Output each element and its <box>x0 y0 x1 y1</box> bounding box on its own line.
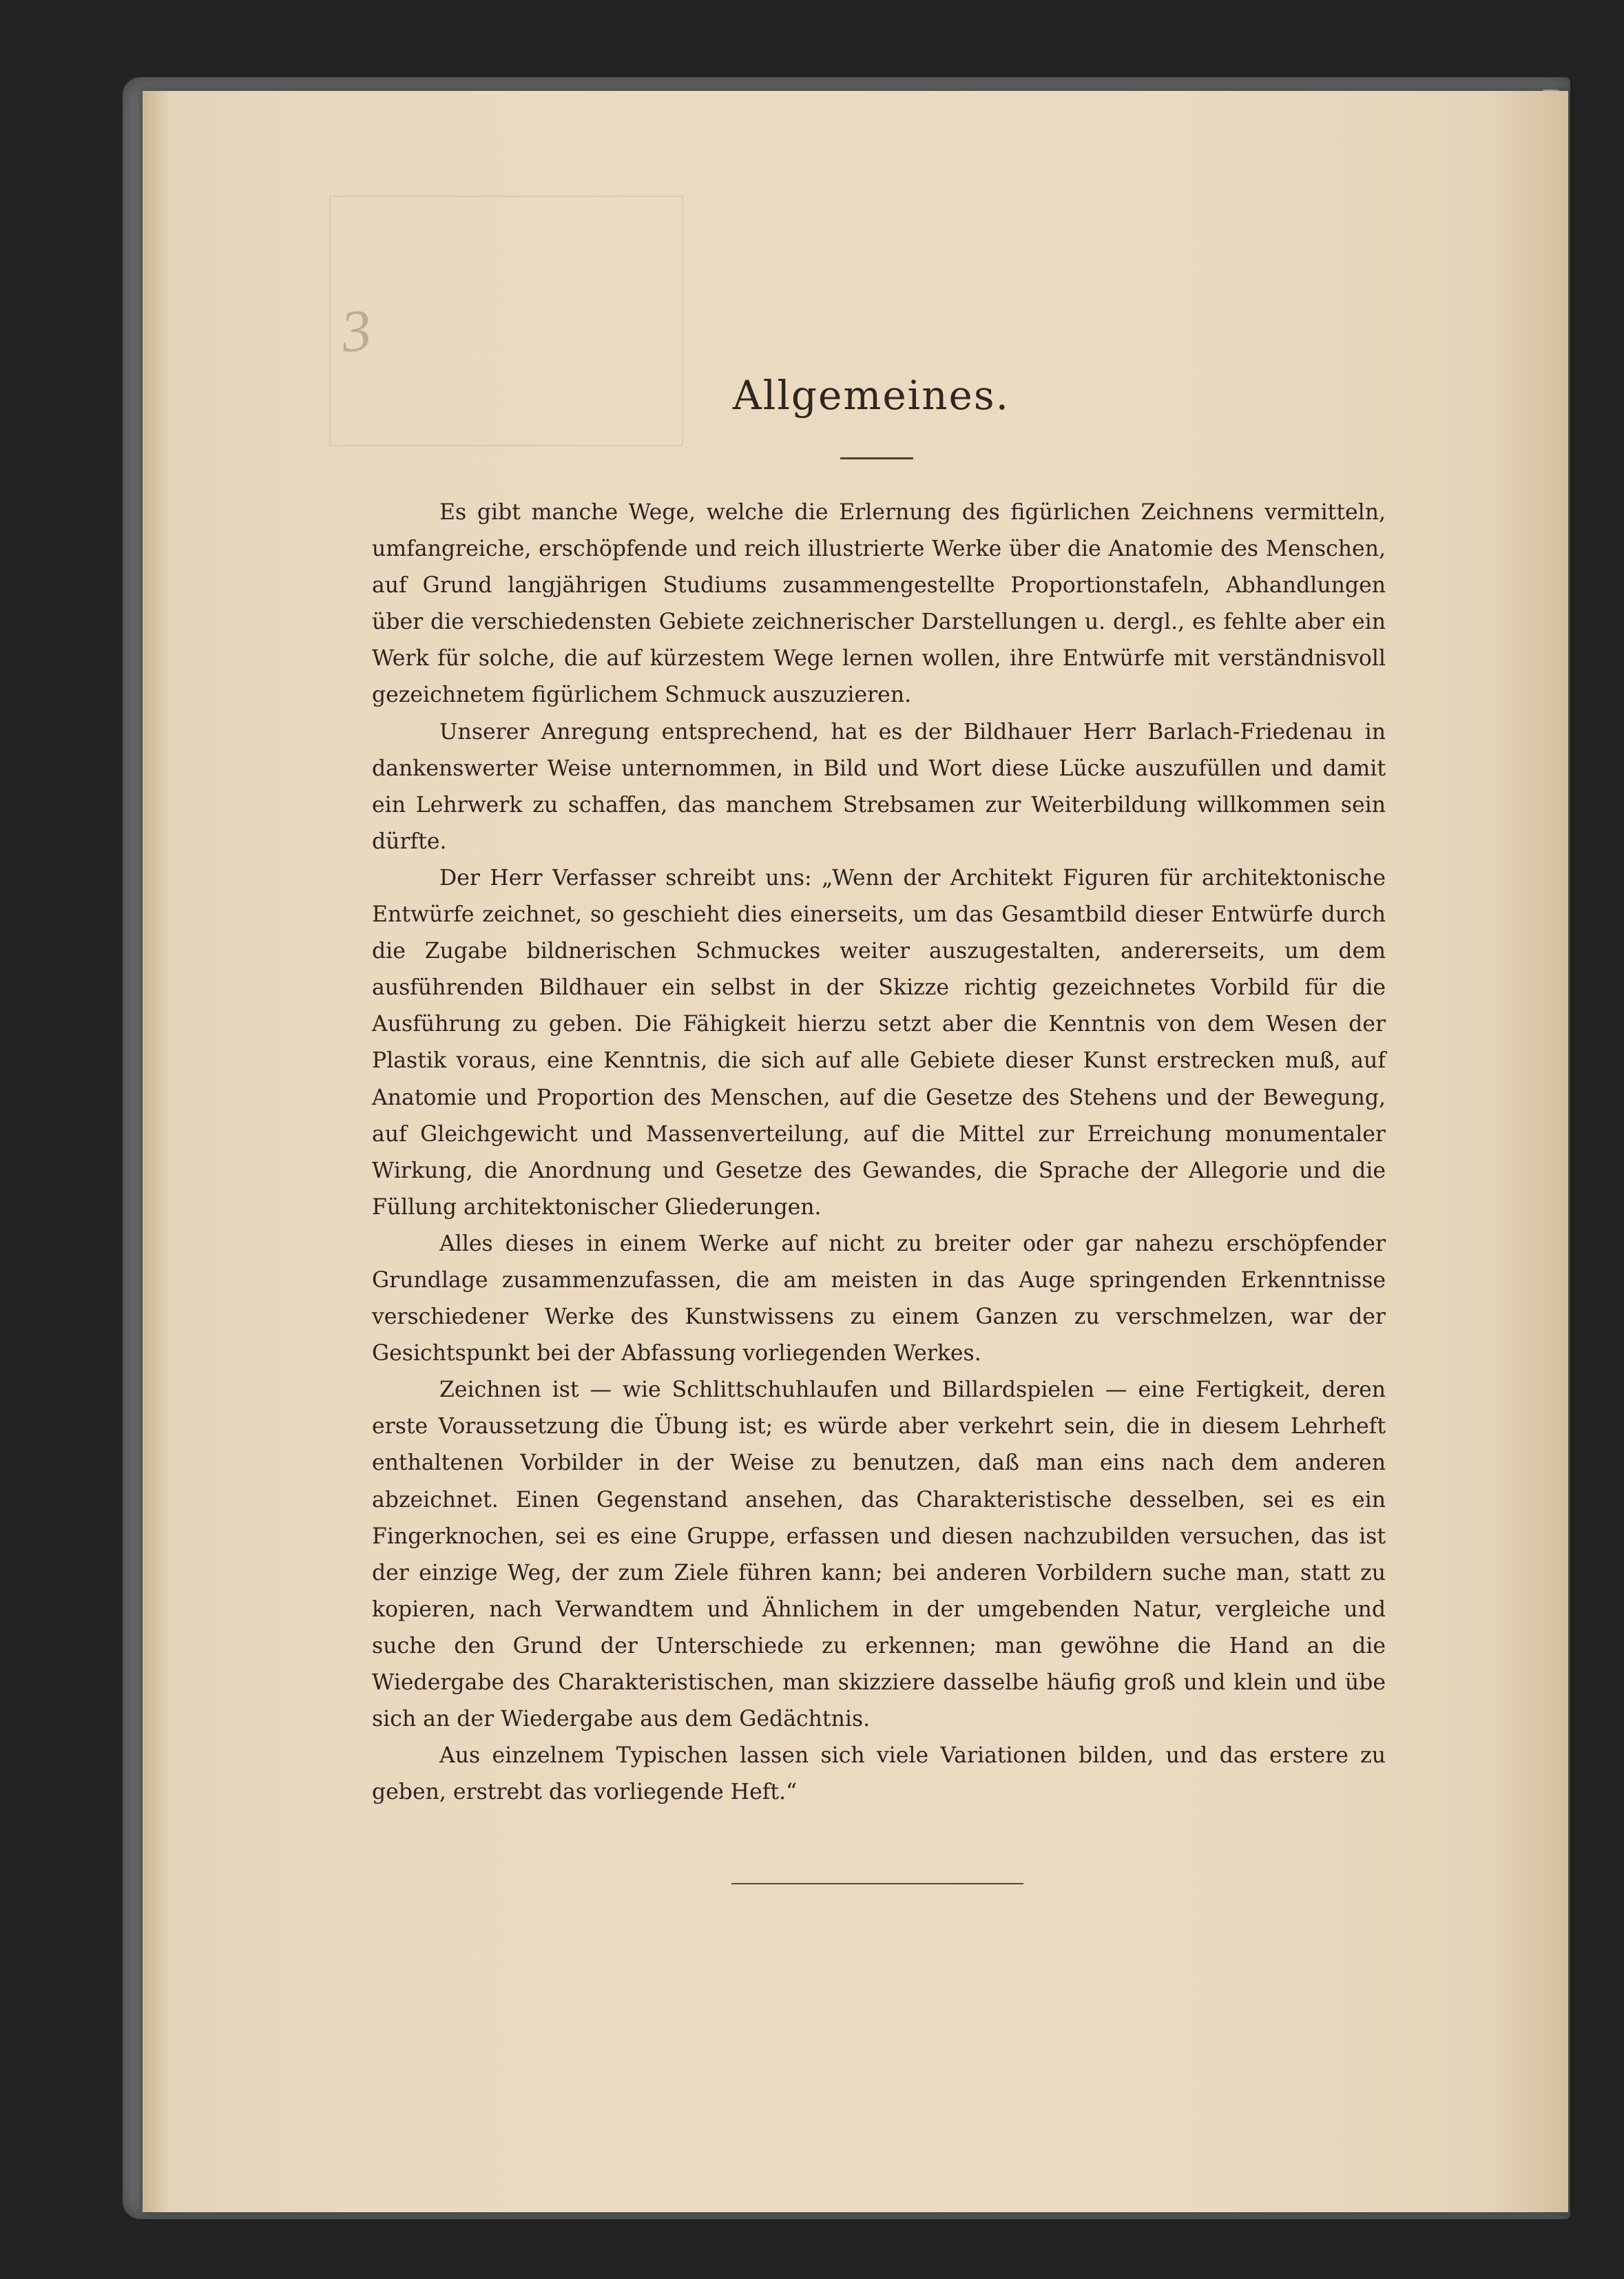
paragraph-5: Zeichnen ist — wie Schlittschuhlaufen und Billardspielen — eine Fertigkeit, deren erste Voraussetzung die Übung ist; es würde aber verkehrt sein, die in diesem Lehrheft enthaltenen Vorbilder in der Weise zu benutzen, daß man eins nach dem anderen abzeichnet. Einen Gegenstand ansehen, das Charakteristische desselben, sei es ein Fingerknochen, sei es eine Gruppe, erfassen und diesen nachzubilden versuchen, das ist der einzige Weg, der zum Ziele führen kann; bei anderen Vorbildern suche man, statt zu kopieren, nach Verwandtem und Ähnlichem in der umgebenden Natur, vergleiche und suche den Grund der Unterschiede zu erkennen; man gewöhne die Hand an die Wiedergabe des Charakteristischen, man skizziere dasselbe häufig groß und klein und übe sich an der Wiedergabe aus dem Gedächtnis. <box>372 1377 1386 1732</box>
paragraph-2: Unserer Anregung entsprechend, hat es der Bildhauer Herr Barlach-Friedenau in dankenswerter Weise unternommen, in Bild und Wort diese Lücke auszufüllen und damit ein Lehrwerk zu schaffen, das manchem Strebsamen zur Weiterbildung willkommen sein dürfte. <box>372 719 1386 854</box>
end-divider <box>731 1883 1023 1884</box>
title-divider <box>840 457 913 459</box>
paragraph-1: Es gibt manche Wege, welche die Erlernung des figürlichen Zeichnens vermitteln, umfangreiche, erschöpfende und reich illustrierte Werke über die Anatomie des Menschen, auf Grund langjährigen Studiums zusammengestellte Proportionstafeln, Abhandlungen über die verschiedensten Gebiete zeichnerischer Darstellungen u. dergl., es fehlte aber ein Werk für solche, die auf kürzestem Wege lernen wollen, ihre Entwürfe mit verständnisvoll gezeichnetem figürlichem Schmuck auszuzieren. <box>372 500 1386 708</box>
body-text <box>372 495 1386 1811</box>
pencil-annotation: 3 <box>337 295 375 365</box>
page-title: Allgemeines. <box>732 372 1010 419</box>
paragraph-4: Alles dieses in einem Werke auf nicht zu breiter oder gar nahezu erschöpfender Grundlage zusammenzufassen, die am meisten in das Auge springenden Erkenntnisse verschiedener Werke des Kunstwissens zu einem Ganzen zu verschmelzen, war der Gesichtspunkt bei der Abfassung vorliegenden Werkes. <box>372 1231 1386 1366</box>
paragraph-3: Der Herr Verfasser schreibt uns: „Wenn der Architekt Figuren für architektonische Entwürfe zeichnet, so geschieht dies einerseits, um das Gesamtbild dieser Entwürfe durch die Zugabe bildnerischen Schmuckes weiter auszugestalten, andererseits, um dem ausführenden Bildhauer ein selbst in der Skizze richtig gezeichnetes Vorbild für die Ausführung zu geben. Die Fähigkeit hierzu setzt aber die Kenntnis von dem Wesen der Plastik voraus, eine Kenntnis, die sich auf alle Gebiete dieser Kunst erstrecken muß, auf Anatomie und Proportion des Menschen, auf die Gesetze des Stehens und der Bewegung, auf Gleichgewicht und Massenverteilung, auf die Mittel zur Erreichung monumentaler Wirkung, die Anordnung und Gesetze des Gewandes, die Sprache der Allegorie und die Füllung architektonischer Gliederungen. <box>372 865 1386 1220</box>
paragraph-6: Aus einzelnem Typischen lassen sich viele Variationen bilden, und das erstere zu geben, erstrebt das vorliegende Heft.“ <box>372 1743 1386 1805</box>
